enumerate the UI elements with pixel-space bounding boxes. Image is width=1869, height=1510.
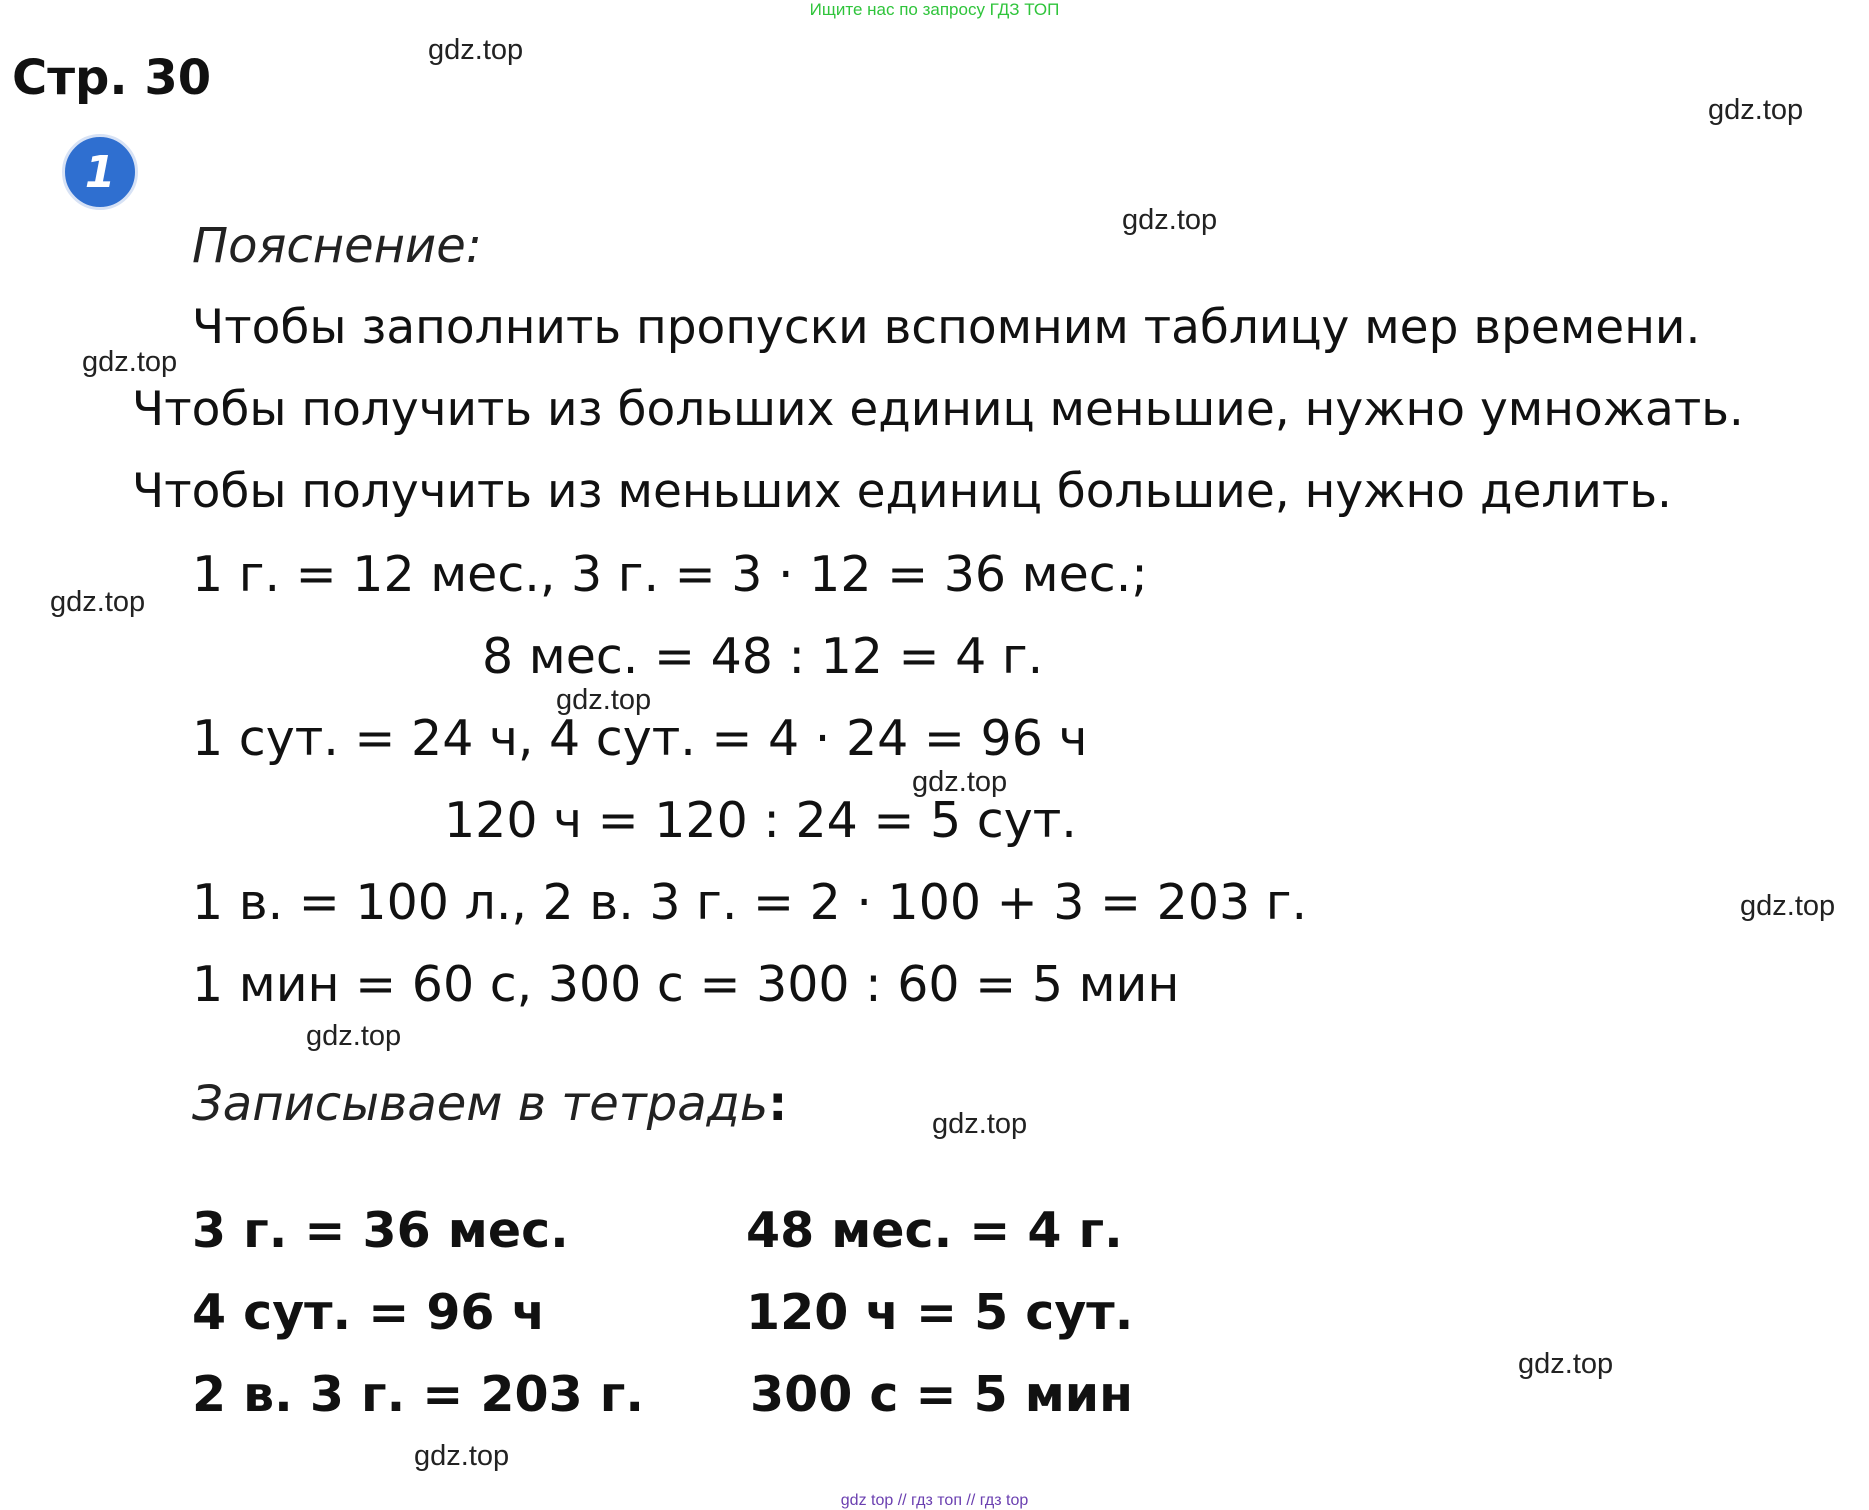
watermark: gdz.top <box>82 346 178 378</box>
watermark: gdz.top <box>556 684 652 716</box>
answer-right: 120 ч = 5 сут. <box>746 1284 1134 1341</box>
answer-left: 3 г. = 36 мес. <box>192 1202 569 1259</box>
calc-line: 1 мин = 60 с, 300 с = 300 : 60 = 5 мин <box>192 956 1180 1013</box>
calc-line: 8 мес. = 48 : 12 = 4 г. <box>482 628 1044 685</box>
calc-line: 1 в. = 100 л., 2 в. 3 г. = 2 · 100 + 3 = 203 г. <box>192 874 1308 931</box>
explanation-line: Чтобы получить из меньших единиц большие, нужно делить. <box>132 464 1672 519</box>
explanation-line: Чтобы заполнить пропуски вспомним таблицу мер времени. <box>192 300 1701 355</box>
watermark: gdz.top <box>306 1020 402 1052</box>
watermark: gdz.top <box>1122 204 1218 236</box>
watermark: gdz.top <box>50 586 146 618</box>
task-number-badge <box>62 134 138 210</box>
watermark: gdz.top <box>912 766 1008 798</box>
task-number: 1 <box>84 146 116 198</box>
explanation-heading: Пояснение: <box>192 218 482 274</box>
watermark: gdz.top <box>1708 94 1804 126</box>
watermark: gdz.top <box>1740 890 1836 922</box>
watermark: gdz.top <box>1518 1348 1614 1380</box>
answer-right: 300 с = 5 мин <box>750 1366 1133 1423</box>
write-heading-colon: : <box>768 1076 788 1132</box>
explanation-line: Чтобы получить из больших единиц меньшие, нужно умножать. <box>132 382 1744 437</box>
calc-line: 1 сут. = 24 ч, 4 сут. = 4 · 24 = 96 ч <box>192 710 1088 767</box>
calc-line: 1 г. = 12 мес., 3 г. = 3 · 12 = 36 мес.; <box>192 546 1148 603</box>
watermark: gdz.top <box>428 34 524 66</box>
write-heading <box>192 1076 787 1132</box>
write-heading-text: Записываем в тетрадь <box>192 1076 769 1132</box>
footer-links[interactable]: gdz top // гдз топ // гдз top <box>840 1492 1029 1509</box>
page-title: Стр. 30 <box>12 50 212 106</box>
top-banner-link[interactable]: Ищите нас по запросу ГДЗ ТОП <box>809 0 1060 19</box>
watermark: gdz.top <box>414 1440 510 1472</box>
calc-line: 120 ч = 120 : 24 = 5 сут. <box>444 792 1077 849</box>
answer-right: 48 мес. = 4 г. <box>746 1202 1123 1259</box>
answer-left: 2 в. 3 г. = 203 г. <box>192 1366 644 1423</box>
watermark: gdz.top <box>932 1108 1028 1140</box>
answer-left: 4 сут. = 96 ч <box>192 1284 546 1341</box>
